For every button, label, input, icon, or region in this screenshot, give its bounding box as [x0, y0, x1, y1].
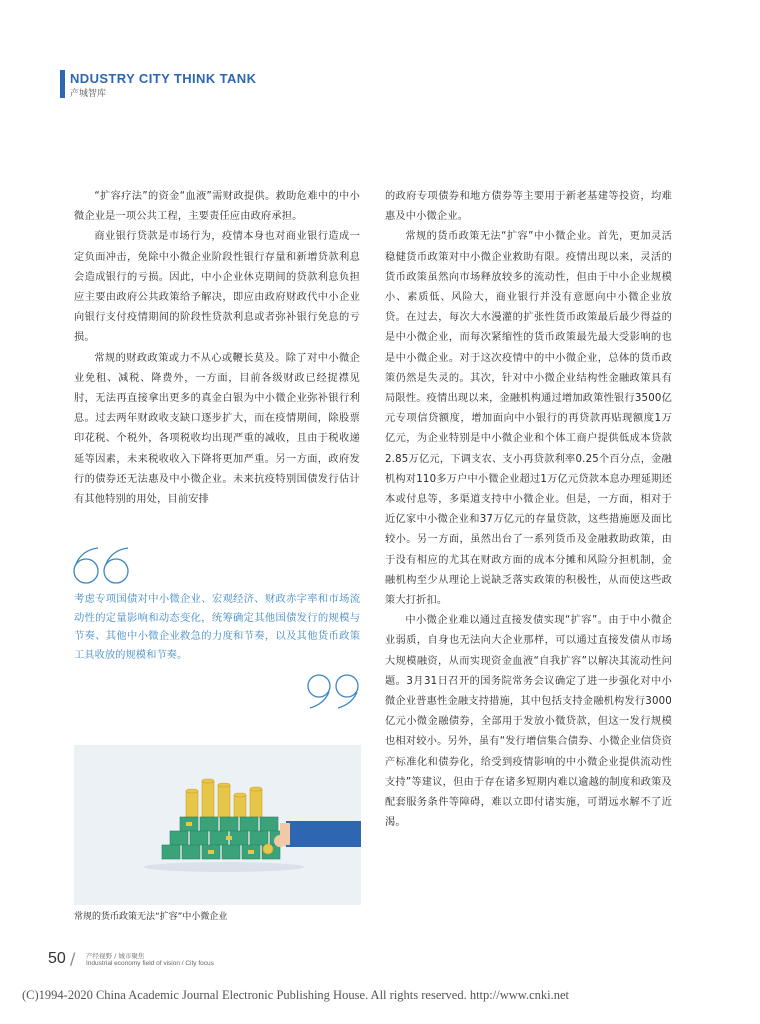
brand-title-en: NDUSTRY CITY THINK TANK [70, 71, 257, 86]
money-stacks-illustration [74, 745, 361, 905]
left-paragraph-3: 常规的财政政策或力不从心或鞭长莫及。除了对中小微企业免租、减税、降费外，一方面，目前各级财政已经捉襟见肘，无法再直接拿出更多的真金白银为中小微企业弥补银行利息。过去两年财政收支缺口逐步扩大，而在疫情期间，除股票印花税、个税外，各项税收均出现严重的减收，且由于税收递延等因素，未来税收收入下降将更加严重。另一方面，政府发行的债券还无法惠及中小微企业。未来抗疫特别国债发行估计有其他特别的用处，目前安排 [74, 352, 360, 506]
right-paragraph-3: 中小微企业难以通过直接发债实现“扩容”。由于中小微企业弱质，自身也无法向大企业那样，可以通过直接发债从市场大规模融资，从而实现资金血液“自我扩容”以解决其流动性问题。3月31日召开的国务院常务会议确定了进一步强化对中小微企业普惠性金融支持措施，其中包括支持金融机构发行3000亿元小微金融债券，全部用于发放小微贷款，但这一发行规模也相对较小。另外，虽有“发行增信集合债券、小微企业信贷资产标准化和债券化，给受到疫情影响的中小微企业提供流动性支持”等建议，但由于存在诸多短期内难以逾越的制度和政策及配套服务条件等障碍，难以立即付诸实施，可谓远水解不了近渴。 [385, 615, 672, 829]
footer-slash: / [70, 949, 76, 968]
right-paragraph-2: 常规的货币政策无法“扩容”中小微企业。首先，更加灵活稳健货币政策对中小微企业救助有限。疫情出现以来，灵活的货币政策虽然向市场释放较多的流动性，但由于中小企业规模小、素质低、风险大，商业银行并没有意愿向中小微企业放贷。在过去，每次大水漫灌的扩张性货币政策最后最少得益的是中小微企业，而每次紧缩性的货币政策最先最大受影响的也是中小微企业。对于这次疫情中的中小微企业，总体的货币政策仍然是失灵的。其次，针对中小微企业结构性金融政策具有局限性。疫情出现以来，金融机构通过增加政策性银行3500亿元专项信贷额度，增加面向中小银行的再贷款再贴现额度1万亿元，为企业特别是中小微企业和个体工商户提供低成本贷款2.85万亿元，下调支农、支小再贷款利率0.25个百分点，金融机构对110多万户中小微企业超过1万亿元贷款本息办理延期还本或付息等，多渠道支持中小微企业。但是，一方面，相对于近亿家中小微企业和37万亿元的存量贷款，这些措施愿及面比较小。另一方面，虽然出台了一系列货币及金融救助政策，由于没有相应的尤其在财政方面的成本分摊和风险分担机制，金融机构至少从理论上说缺乏落实政策的积极性，从而使这些政策大打折扣。 [385, 231, 672, 607]
pull-quote: 考虑专项国债对中小微企业、宏观经济、财政赤字率和市场流动性的定量影响和动态变化，统筹确定其他国债发行的规模与节奏、其他中小微企业救急的力度和节奏，以及其他货币政策工具收放的规模和节奏。 [74, 593, 360, 661]
page-number: 50 [48, 950, 66, 967]
open-quote-icon [72, 546, 134, 588]
footer-section-en: Industrial economy field of vision / City focus [86, 960, 214, 967]
header-accent-bar [60, 70, 65, 98]
close-quote-icon [306, 672, 362, 710]
figure-caption: 常规的货币政策无法“扩容”中小微企业 [74, 912, 228, 922]
left-paragraph-1: “扩容疗法”的资金“血液”需财政提供。救助危难中的中小微企业是一项公共工程，主要责任应由政府承担。 [74, 191, 360, 223]
copyright-notice: (C)1994-2020 China Academic Journal Electronic Publishing House. All rights reserved. http://www.cnki.net [22, 988, 570, 1002]
left-paragraph-2: 商业银行贷款是市场行为，疫情本身也对商业银行造成一定负面冲击，免除中小微企业阶段性银行存量和新增贷款利息会造成银行的亏损。因此，中小企业休克期间的贷款利息负担应主要由政府公共政策给予解决，即应由政府财政代中小企业向银行支付疫情期间的阶段性贷款利息或者弥补银行免息的亏损。 [74, 231, 360, 344]
article-illustration [74, 745, 361, 905]
brand-title-cn: 产城智库 [70, 89, 107, 99]
right-column [385, 187, 672, 834]
footer-section-cn: 产经视野 / 城市聚焦 [86, 952, 145, 960]
right-paragraph-1: 的政府专项债券和地方债券等主要用于新老基建等投资，均难惠及中小微企业。 [385, 191, 672, 223]
left-column [74, 187, 360, 510]
